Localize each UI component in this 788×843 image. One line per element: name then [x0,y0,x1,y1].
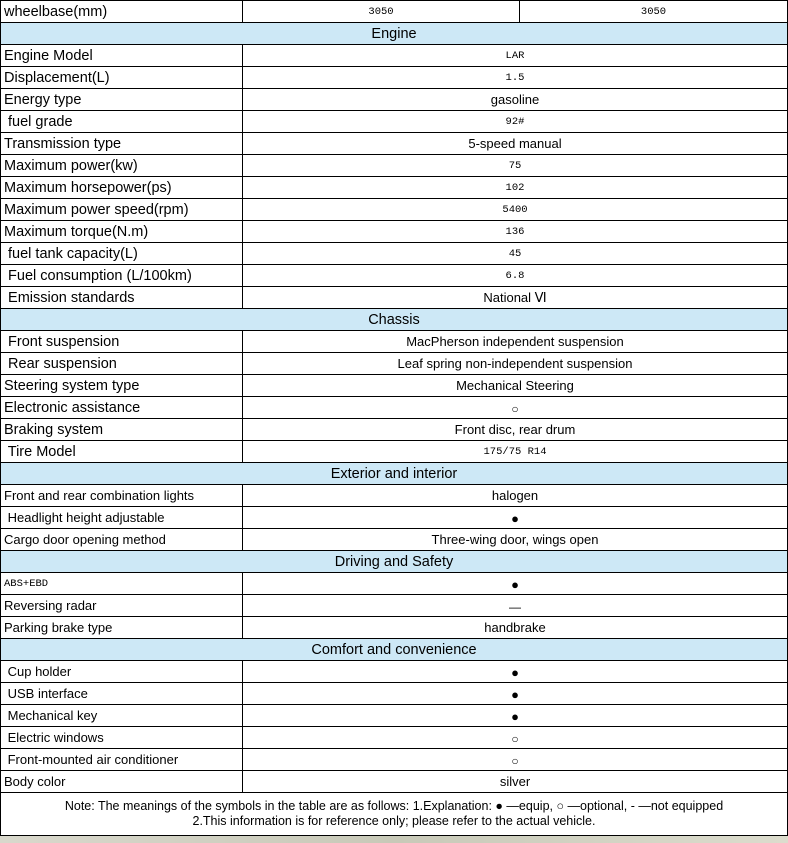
spec-row [1,595,788,617]
wheelbase-value-2: 3050 [520,1,788,23]
spec-row [1,749,788,771]
row-value: 1.5 [243,67,788,89]
row-label: fuel grade [1,111,243,133]
filled-circle-icon: ● [511,510,519,526]
row-value: handbrake [243,617,788,639]
row-label: Emission standards [1,287,243,309]
row-value: Mechanical Steering [243,375,788,397]
row-label: Parking brake type [1,617,243,639]
spec-row [1,419,788,441]
wheelbase-row [1,1,788,23]
section-header-row [1,309,788,331]
row-value: 45 [243,243,788,265]
row-label: Tire Model [1,441,243,463]
spec-row [1,155,788,177]
row-value: 75 [243,155,788,177]
row-value: 136 [243,221,788,243]
section-title: Chassis [1,309,788,331]
footnote-line-1: Note: The meanings of the symbols in the table are as follows: 1.Explanation: ● —equip, ○ —optional, - —not equipped [64,799,724,813]
dash-icon: — [509,599,521,614]
spec-row [1,441,788,463]
row-value-cell [243,507,788,529]
hollow-circle-icon: ○ [511,753,519,768]
spec-row [1,705,788,727]
spec-row [1,727,788,749]
row-label: Reversing radar [1,595,243,617]
row-label: Cargo door opening method [1,529,243,551]
row-label: Maximum power speed(rpm) [1,199,243,221]
row-value-cell [243,683,788,705]
row-value: silver [243,771,788,793]
row-label: Displacement(L) [1,67,243,89]
hollow-circle-icon: ○ [511,731,519,746]
row-label: Mechanical key [1,705,243,727]
row-value: gasoline [243,89,788,111]
row-value: Front disc, rear drum [243,419,788,441]
row-value-cell [243,749,788,771]
spec-row [1,507,788,529]
spec-row [1,353,788,375]
section-title: Exterior and interior [1,463,788,485]
section-title: Driving and Safety [1,551,788,573]
row-label: fuel tank capacity(L) [1,243,243,265]
row-label: Front suspension [1,331,243,353]
row-value: 6.8 [243,265,788,287]
spec-row [1,221,788,243]
row-value: Leaf spring non-independent suspension [243,353,788,375]
row-value-cell [243,595,788,617]
row-label: Transmission type [1,133,243,155]
spec-row [1,617,788,639]
wheelbase-value-1: 3050 [243,1,520,23]
row-value: National Ⅵ [243,287,788,309]
section-title: Engine [1,23,788,45]
row-label: Steering system type [1,375,243,397]
row-value-cell [243,573,788,595]
row-label: Braking system [1,419,243,441]
section-title: Comfort and convenience [1,639,788,661]
row-label: Front-mounted air conditioner [1,749,243,771]
row-label: Maximum horsepower(ps) [1,177,243,199]
row-value: MacPherson independent suspension [243,331,788,353]
row-label: Energy type [1,89,243,111]
row-value-cell [243,397,788,419]
row-label: Headlight height adjustable [1,507,243,529]
row-value: 92# [243,111,788,133]
section-header-row [1,639,788,661]
spec-row [1,199,788,221]
row-label: Front and rear combination lights [1,485,243,507]
row-label: ABS+EBD [1,573,243,595]
filled-circle-icon: ● [511,686,519,702]
row-value-cell [243,661,788,683]
row-value: halogen [243,485,788,507]
spec-row [1,89,788,111]
spec-row [1,67,788,89]
spec-row [1,375,788,397]
spec-row [1,683,788,705]
row-label: Body color [1,771,243,793]
spec-row [1,771,788,793]
row-value: 175/75 R14 [243,441,788,463]
spec-row [1,45,788,67]
row-label: Engine Model [1,45,243,67]
row-label: Maximum power(kw) [1,155,243,177]
spec-row [1,265,788,287]
bottom-strip [0,836,788,843]
spec-row [1,133,788,155]
row-value: Three-wing door, wings open [243,529,788,551]
row-value-cell [243,705,788,727]
row-label: Maximum torque(N.m) [1,221,243,243]
spec-row [1,331,788,353]
row-label: USB interface [1,683,243,705]
filled-circle-icon: ● [511,664,519,680]
spec-row [1,397,788,419]
section-header-row [1,463,788,485]
row-value: 5400 [243,199,788,221]
section-header-row [1,551,788,573]
row-label: Cup holder [1,661,243,683]
row-label: Rear suspension [1,353,243,375]
row-value: 5-speed manual [243,133,788,155]
row-value-cell [243,727,788,749]
spec-row [1,243,788,265]
spec-row [1,287,788,309]
section-header-row [1,23,788,45]
spec-row [1,529,788,551]
hollow-circle-icon: ○ [511,401,519,416]
footnote-line-2: 2.This information is for reference only; please refer to the actual vehicle. [192,814,596,828]
row-label: Electric windows [1,727,243,749]
row-label: Electronic assistance [1,397,243,419]
spec-row [1,111,788,133]
row-label: wheelbase(mm) [1,1,243,23]
row-value: LAR [243,45,788,67]
row-label: Fuel consumption (L/100km) [1,265,243,287]
footnote [1,793,788,836]
spec-row [1,485,788,507]
spec-row [1,573,788,595]
spec-row [1,661,788,683]
filled-circle-icon: ● [511,576,519,592]
spec-row [1,177,788,199]
row-value: 102 [243,177,788,199]
filled-circle-icon: ● [511,708,519,724]
